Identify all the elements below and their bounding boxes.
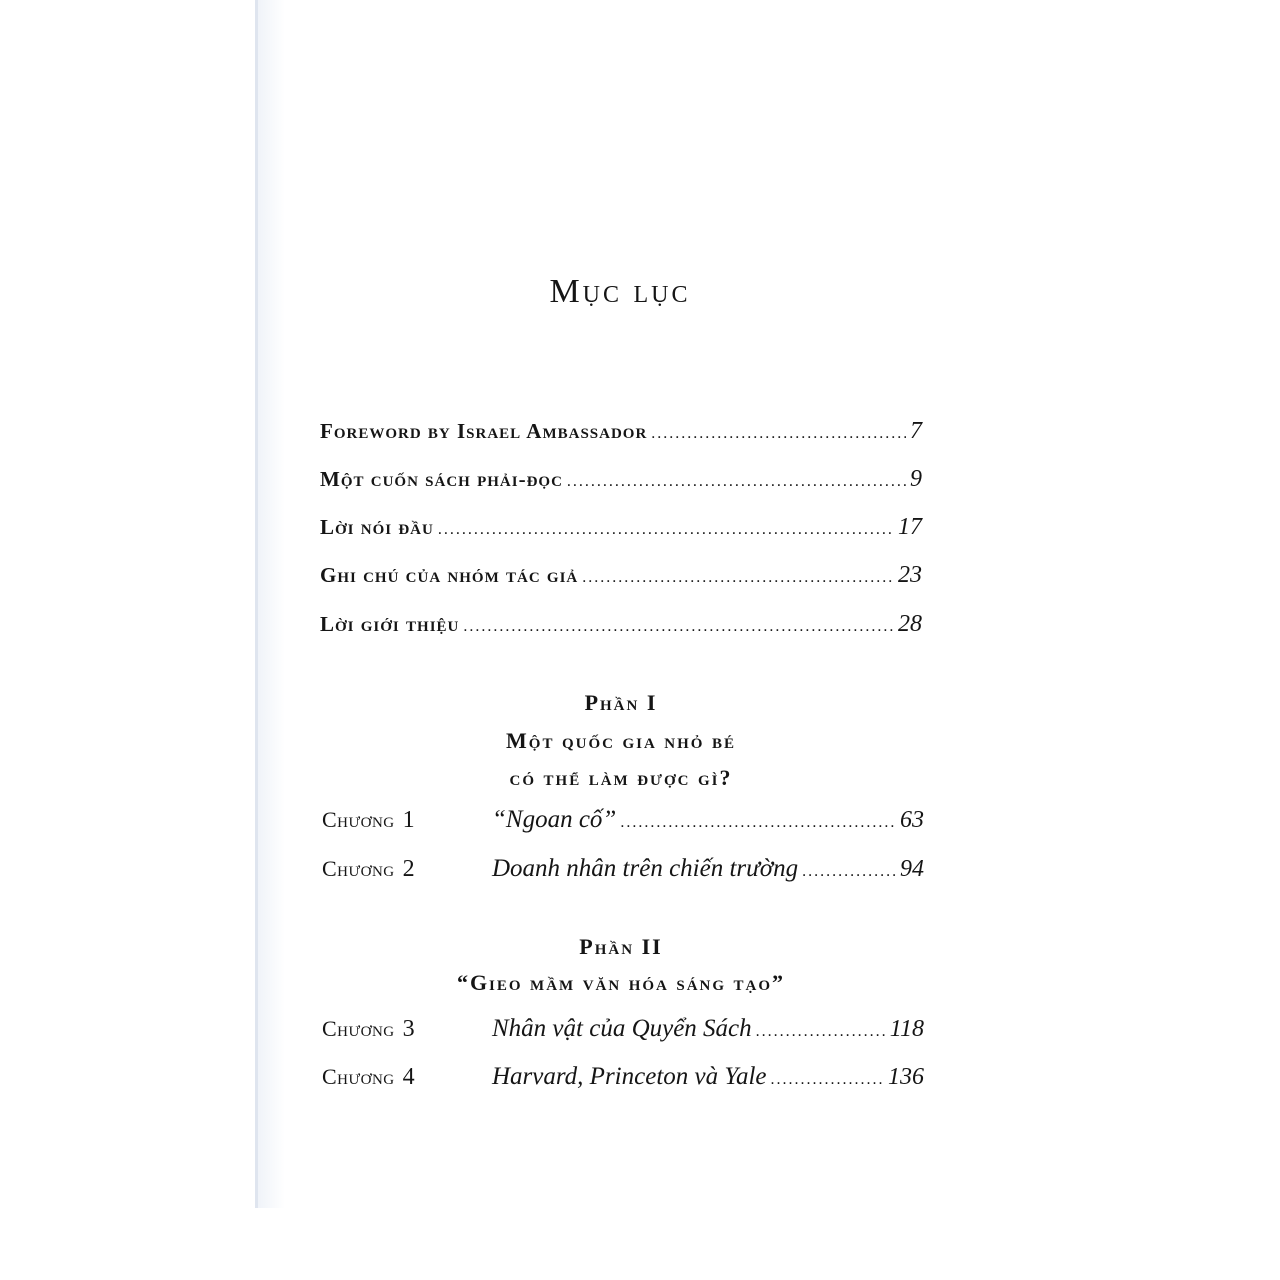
toc-entry-label: Lời nói đầu bbox=[320, 515, 434, 539]
toc-entry-page: 23 bbox=[898, 562, 922, 588]
chapter-title: Nhân vật của Quyển Sách bbox=[492, 1015, 752, 1042]
toc-entry-label: Foreword by Israel Ambassador bbox=[320, 419, 648, 443]
dot-leader bbox=[756, 1023, 886, 1041]
part-title-line: “Gieo mầm văn hóa sáng tạo” bbox=[456, 970, 786, 995]
chapter-title: “Ngoan cố” bbox=[492, 806, 617, 833]
chapter-label bbox=[322, 1064, 492, 1091]
toc-entry-page: 7 bbox=[910, 418, 922, 444]
toc-entry-page: 28 bbox=[898, 611, 922, 637]
chapter-entry bbox=[322, 1015, 924, 1051]
toc-title: Mục lục bbox=[549, 273, 691, 310]
page-edge-shadow bbox=[255, 0, 258, 1208]
toc-entry bbox=[320, 562, 922, 596]
chapter-title: Harvard, Princeton và Yale bbox=[492, 1063, 767, 1090]
chapter-page: 118 bbox=[889, 1016, 924, 1042]
chapter-number: 1 bbox=[402, 807, 416, 833]
toc-entry bbox=[320, 611, 922, 645]
part-heading: Phần I bbox=[584, 690, 658, 715]
chapter-page: 63 bbox=[900, 807, 924, 833]
dot-leader bbox=[620, 814, 896, 832]
chapter-word: Chương bbox=[322, 1064, 395, 1089]
toc-entry bbox=[320, 466, 922, 500]
dot-leader bbox=[438, 521, 894, 539]
chapter-label bbox=[322, 807, 492, 834]
chapter-label bbox=[322, 1016, 492, 1043]
toc-entry-page: 9 bbox=[910, 466, 922, 492]
dot-leader bbox=[567, 473, 906, 491]
toc-entry-page: 17 bbox=[898, 514, 922, 540]
chapter-entry bbox=[322, 1063, 924, 1099]
toc-entry-label: Ghi chú của nhóm tác giả bbox=[320, 563, 579, 587]
dot-leader bbox=[582, 569, 894, 587]
toc-entry bbox=[320, 418, 922, 452]
part-title-line: Một quốc gia nhỏ bé bbox=[506, 728, 736, 753]
chapter-entry bbox=[322, 806, 924, 842]
dot-leader bbox=[651, 425, 906, 443]
chapter-number: 2 bbox=[402, 856, 416, 882]
chapter-word: Chương bbox=[322, 1016, 395, 1041]
toc-entry bbox=[320, 514, 922, 548]
chapter-title: Doanh nhân trên chiến trường bbox=[492, 855, 799, 882]
chapter-label bbox=[322, 856, 492, 883]
dot-leader bbox=[463, 618, 894, 636]
chapter-word: Chương bbox=[322, 856, 395, 881]
chapter-page: 94 bbox=[900, 856, 924, 882]
chapter-number: 4 bbox=[402, 1064, 416, 1090]
toc-entry-label: Một cuốn sách phải-đọc bbox=[320, 467, 563, 491]
chapter-number: 3 bbox=[402, 1016, 416, 1042]
toc-entry-label: Lời giới thiệu bbox=[320, 612, 460, 636]
chapter-word: Chương bbox=[322, 807, 395, 832]
part-heading: Phần II bbox=[579, 934, 663, 959]
part-title-line: có thể làm được gì? bbox=[509, 765, 733, 790]
chapter-page: 136 bbox=[888, 1064, 924, 1090]
dot-leader bbox=[771, 1071, 884, 1089]
chapter-entry bbox=[322, 855, 924, 891]
dot-leader bbox=[802, 863, 896, 881]
